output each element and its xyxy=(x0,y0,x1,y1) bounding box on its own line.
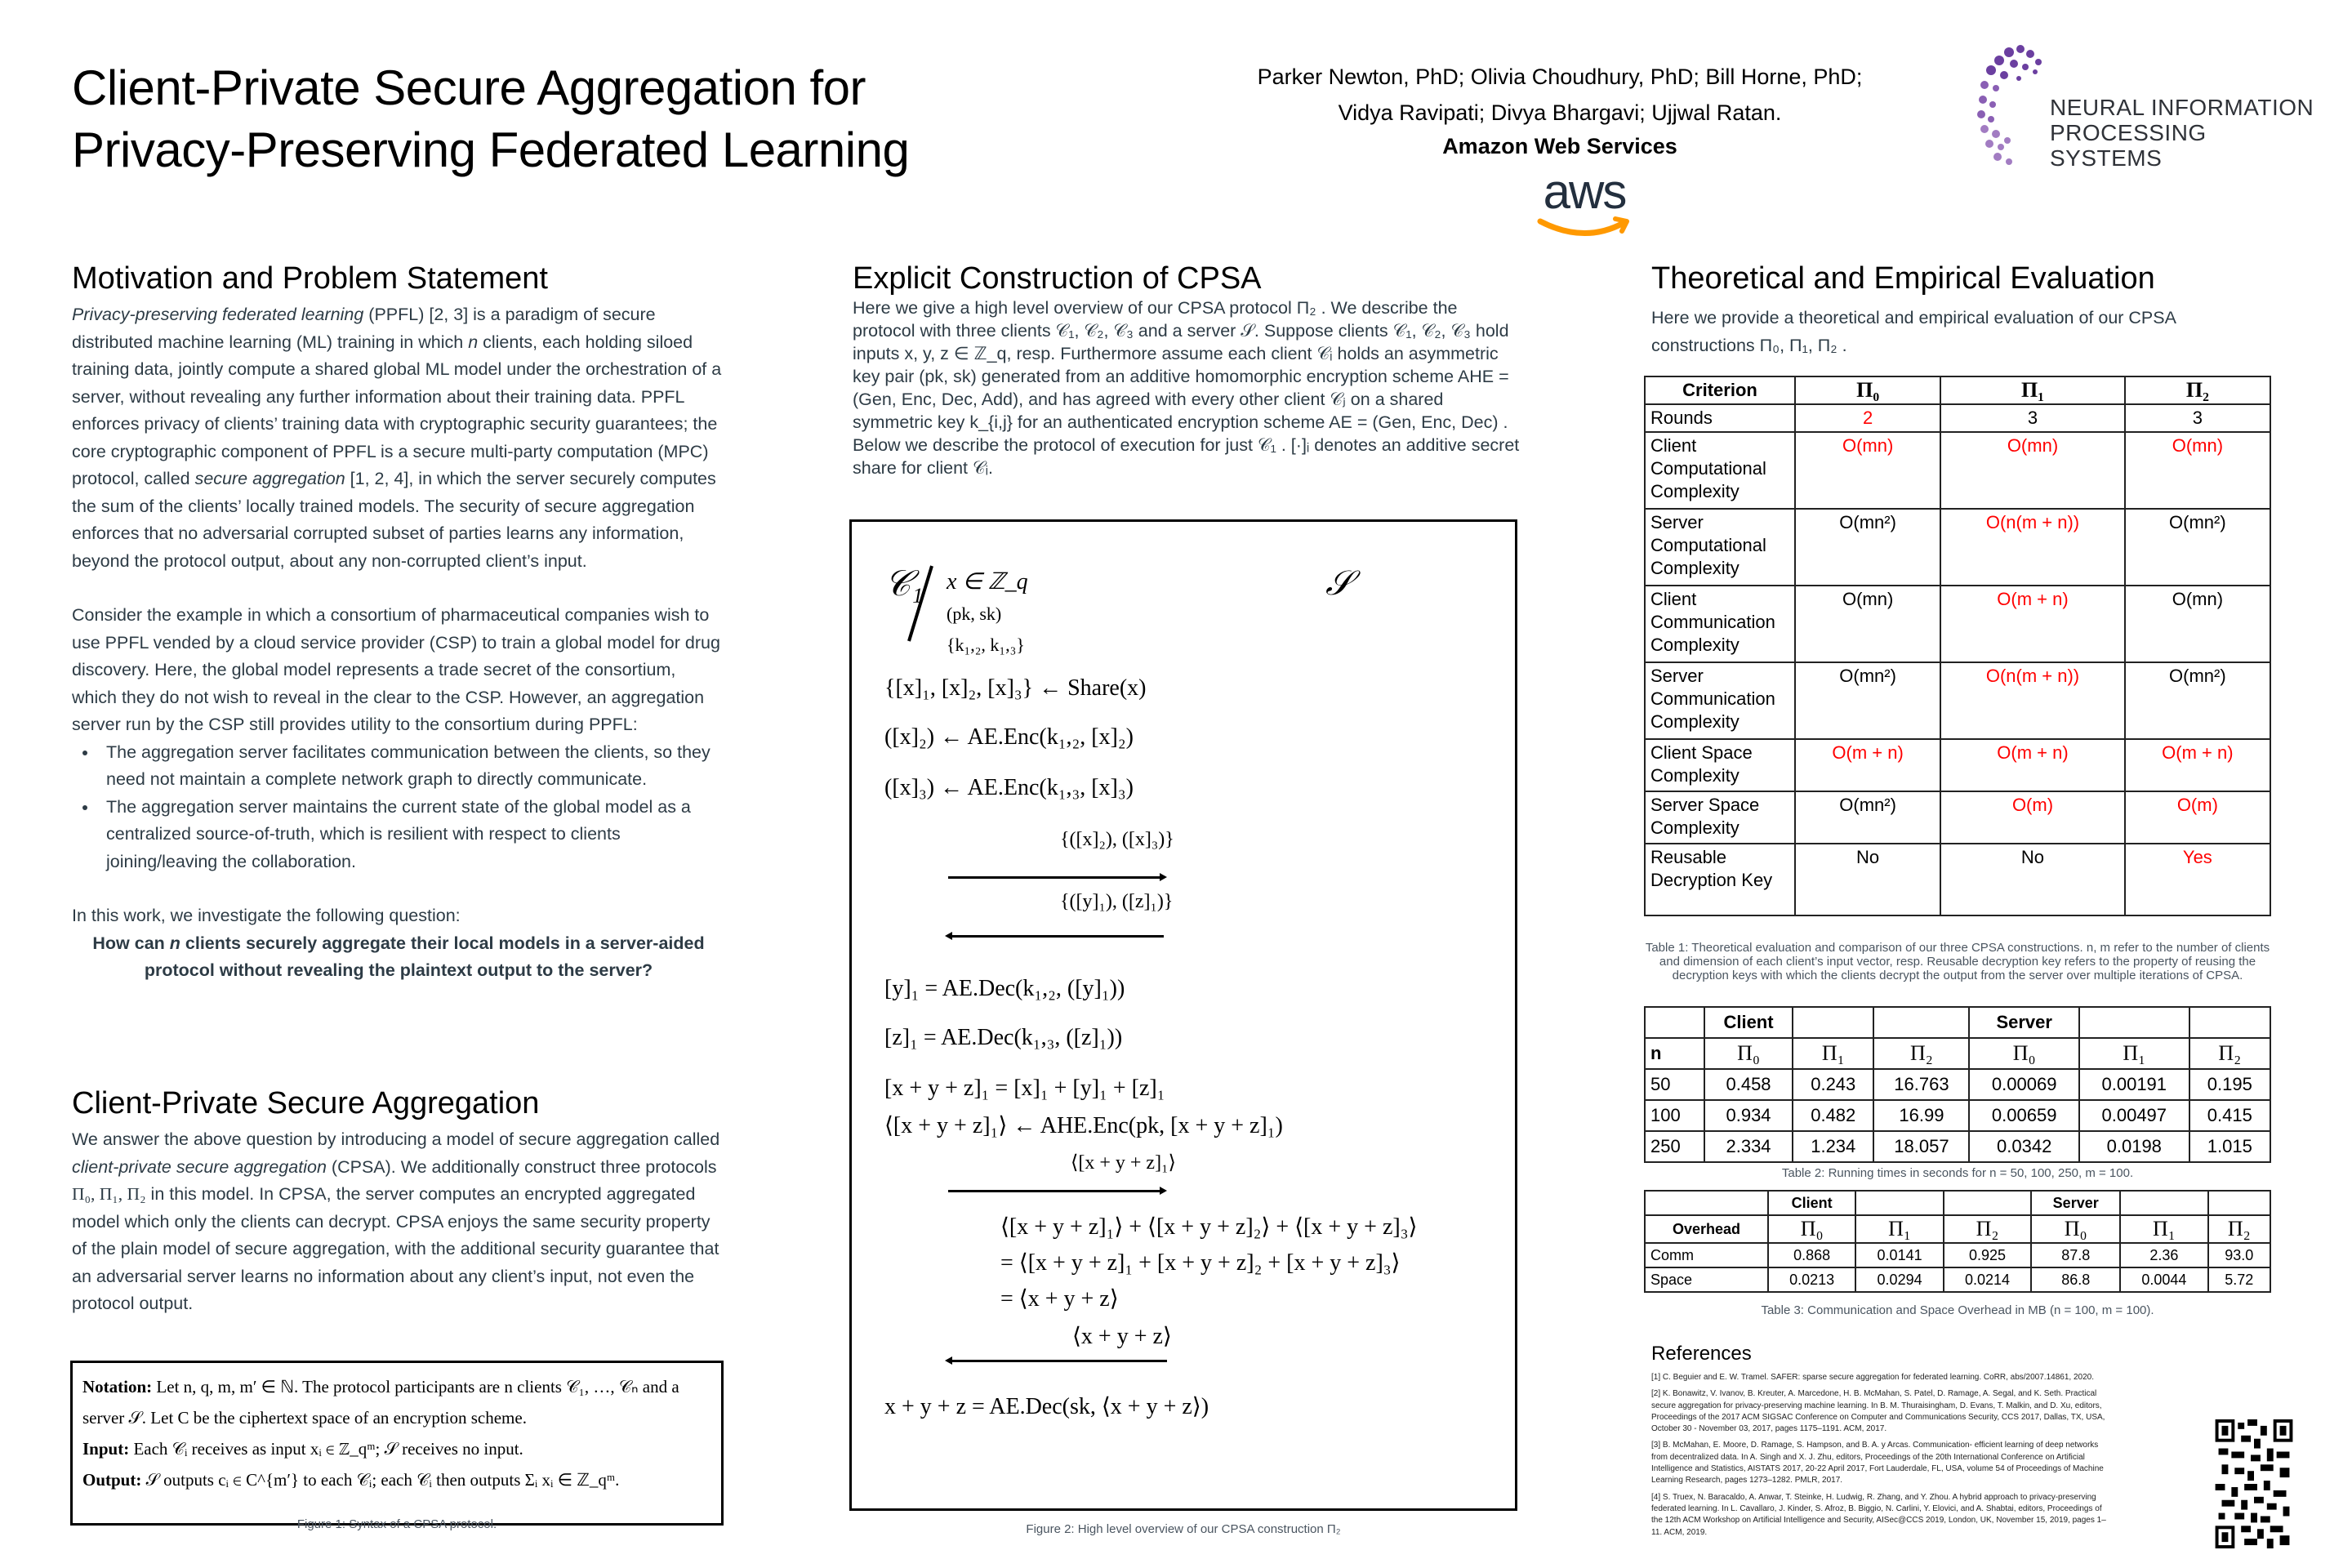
references-heading-wrap xyxy=(1651,1343,1752,1365)
cell xyxy=(2079,1007,2189,1038)
header-pi: Π₁ xyxy=(2079,1038,2189,1069)
label: Notation: xyxy=(82,1377,153,1396)
section-heading-motivation: Motivation and Problem Statement xyxy=(72,261,548,296)
protocol-step: ⟨[x + y + z]₁⟩ ← AHE.Enc(pk, [x + y + z]₁) xyxy=(884,1113,1283,1138)
header-pi: Π₀ xyxy=(1969,1038,2079,1069)
cell: O(mn) xyxy=(1795,586,1940,662)
header-pi: Π₂ xyxy=(2208,1215,2270,1243)
table-row xyxy=(1645,791,2270,844)
cell: O(m + n) xyxy=(1795,739,1940,791)
table-1-theoretical xyxy=(1644,376,2271,916)
cell: 0.868 xyxy=(1768,1243,1855,1267)
cell: 0.0213 xyxy=(1768,1267,1855,1292)
motivation-paragraph-2: Consider the example in which a consortium of pharmaceutical companies wish to use PPFL vended by a cloud service provider (CSP) to train a global model for drug discovery. Here, the global model represents a trade secret of the consortium, which they do not wish to reveal in the clear to the CSP. However, an aggregation server run by the CSP still provides utility to the consortium during PPFL: xyxy=(72,605,720,734)
output-row xyxy=(82,1464,711,1495)
cell: O(mn²) xyxy=(1795,509,1940,586)
text: How can xyxy=(92,933,170,953)
arrow-left-icon xyxy=(948,1360,1167,1362)
cell: 0.415 xyxy=(2189,1100,2270,1131)
protocol-step: [z]₁ = AE.Dec(k₁,₃, ([z]₁)) xyxy=(884,1025,1123,1050)
authors xyxy=(1225,59,1895,131)
figure-2-protocol-box xyxy=(849,519,1517,1511)
protocol-step: x + y + z = AE.Dec(sk, ⟨x + y + z⟩) xyxy=(884,1394,1209,1419)
protocol-step: [y]₁ = AE.Dec(k₁,₂, ([y]₁)) xyxy=(884,976,1125,1001)
neurips-line-2: PROCESSING SYSTEMS xyxy=(2050,120,2207,171)
cell: 0.0044 xyxy=(2120,1267,2207,1292)
group-client: Client xyxy=(1704,1007,1793,1038)
reference-item: [2] K. Bonawitz, V. Ivanov, B. Kreuter, A. Marcedone, H. B. McMahan, S. Patel, D. Ramage, A. Segal, and K. Seth. Practical secure aggregation for privacy-preserving machine learning. In B. M. Thuraisingham, D. Evans, T. Malkin, and D. Xu, editors, Proceedings of the 2017 ACM SIGSAC Conference on Computer and Communications Security, CCS 2017, Dallas, TX, USA, October 30 - November 03, 2017, pages 1175–1191. ACM, 2017. xyxy=(1651,1389,2105,1434)
cell: 0.0342 xyxy=(1969,1131,2079,1162)
section-heading-references: References xyxy=(1651,1343,1752,1365)
cell: 0.482 xyxy=(1793,1100,1873,1131)
protocol-step: ([x]₂) ← AE.Enc(k₁,₂, [x]₂) xyxy=(884,724,1134,750)
cell: 0.458 xyxy=(1704,1069,1793,1100)
cell: O(mn²) xyxy=(2125,509,2270,586)
cell: 0.00069 xyxy=(1969,1069,2079,1100)
table-header-row xyxy=(1645,1038,2270,1069)
group-client: Client xyxy=(1768,1191,1855,1215)
header-pi0: Π₀ xyxy=(1795,376,1940,404)
cell: 1.234 xyxy=(1793,1131,1873,1162)
cell: 0.0198 xyxy=(2079,1131,2189,1162)
cell: 0.0294 xyxy=(1855,1267,1943,1292)
cell xyxy=(2208,1191,2270,1215)
header-overhead: Overhead xyxy=(1645,1215,1768,1243)
bullet-item: • The aggregation server maintains the current state of the global model as a centralized source-of-truth, which is resilient with respect to clients joining/leaving the collaboration. xyxy=(98,794,725,876)
reference-item: [3] B. McMahan, E. Moore, D. Ramage, S. Hampson, and B. A. y Arcas. Communication- efficient learning of deep networks from decentralized data. In A. Singh and X. J. Zhu, editors, Proceedings of the 20th International Conference on Artificial Intelligence and Statistics, AISTATS 2017, 20-22 April 2017, Fort Lauderdale, FL, USA, volume 54 of Proceedings of Machine Learning Research, pages 1273–1282. PMLR, 2017. xyxy=(1651,1441,2104,1486)
cell: O(mn) xyxy=(2125,586,2270,662)
table-header-row xyxy=(1645,376,2270,404)
cell: No xyxy=(1940,844,2125,915)
cell xyxy=(1645,1191,1768,1215)
qr-code-icon[interactable] xyxy=(2215,1419,2293,1548)
text: (CPSA). We additionally construct three protocols xyxy=(326,1156,717,1177)
header-criterion: Criterion xyxy=(1645,376,1795,404)
group-header-row xyxy=(1645,1007,2270,1038)
arrow-left-icon xyxy=(948,935,1164,938)
header-pi: Π₂ xyxy=(1944,1215,2031,1243)
row-label: Server Computational Complexity xyxy=(1645,509,1795,586)
header-pi: Π₂ xyxy=(2189,1038,2270,1069)
neurips-logo-text xyxy=(2050,95,2319,171)
cell: O(m) xyxy=(1940,791,2125,844)
cell: 0.00497 xyxy=(2079,1100,2189,1131)
table-header-row xyxy=(1645,1215,2270,1243)
server-aggregation-step: = ⟨x + y + z⟩ xyxy=(1000,1286,1119,1312)
cell: 0.00659 xyxy=(1969,1100,2079,1131)
cell: 93.0 xyxy=(2208,1243,2270,1267)
group-server: Server xyxy=(2031,1191,2120,1215)
protocol-step: [x + y + z]₁ = [x]₁ + [y]₁ + [z]₁ xyxy=(884,1076,1165,1101)
aws-smile-icon xyxy=(1535,216,1633,241)
construction-section xyxy=(853,261,1522,479)
cell: 0.243 xyxy=(1793,1069,1873,1100)
header-n: n xyxy=(1645,1038,1704,1069)
cell xyxy=(1873,1007,1969,1038)
table-2-caption: Table 2: Running times in seconds for n = 50, 100, 250, m = 100. xyxy=(1781,1166,2134,1180)
group-server: Server xyxy=(1969,1007,2079,1038)
text: We answer the above question by introducing a model of secure aggregation called xyxy=(72,1129,720,1149)
notation-row xyxy=(82,1371,711,1433)
cell: 87.8 xyxy=(2031,1243,2120,1267)
title-line-2: Privacy-Preserving Federated Learning xyxy=(72,122,910,177)
cell: 16.99 xyxy=(1873,1100,1969,1131)
cell: O(m + n) xyxy=(1940,586,2125,662)
secure-aggregation-term: secure aggregation xyxy=(194,469,345,488)
header-pi2: Π₂ xyxy=(2125,376,2270,404)
table-row xyxy=(1645,432,2270,509)
row-label: Server Communication Complexity xyxy=(1645,662,1795,739)
neurips-logo xyxy=(1976,41,2319,172)
cell: O(n(m + n)) xyxy=(1940,662,2125,739)
message-to-client: ⟨x + y + z⟩ xyxy=(1072,1324,1172,1349)
ppfl-term: Privacy-preserving federated learning xyxy=(72,305,364,324)
title-line-1: Client-Private Secure Aggregation for xyxy=(72,60,866,115)
header-pi: Π₀ xyxy=(1768,1215,1855,1243)
cell: O(m + n) xyxy=(1940,739,2125,791)
cell: 2.36 xyxy=(2120,1243,2207,1267)
header-pi: Π₀ xyxy=(2031,1215,2120,1243)
construction-paragraph: Here we give a high level overview of our CPSA protocol Π₂ . We describe the protocol with three clients 𝒞₁, 𝒞₂, 𝒞₃ and a server 𝒮. Suppose clients 𝒞₁, 𝒞₂, 𝒞₃ hold inputs x, y, z ∈ ℤ_q, resp. Furthermore assume each client 𝒞ᵢ holds an asymmetric key pair (pk, sk) generated from an additive homomorphic encryption scheme AHE = (Gen, Enc, Dec, Add), and has agreed with every other client 𝒞ⱼ on a shared symmetric key k_{i,j} for an authenticated encryption scheme AE = (Gen, Enc, Dec) . Below we describe the protocol of execution for just 𝒞₁ . [·]ᵢ denotes an additive secret share for client 𝒞ᵢ. xyxy=(853,298,1520,478)
row-label: Server Space Complexity xyxy=(1645,791,1795,844)
cell: 86.8 xyxy=(2031,1267,2120,1292)
cell: O(m + n) xyxy=(2125,739,2270,791)
bullet-item: • The aggregation server facilitates communication between the clients, so they need not maintain a complete network graph to directly communicate. xyxy=(98,739,725,794)
table-row xyxy=(1645,509,2270,586)
cell: 0.0141 xyxy=(1855,1243,1943,1267)
reference-item: [1] C. Beguier and E. W. Tramel. SAFER: sparse secure aggregation for federated learning. CoRR, abs/2007.14861, 2020. xyxy=(1651,1373,2094,1382)
client-state-symkeys: {k₁,₂, k₁,₃} xyxy=(947,635,1025,655)
aws-logo-text: aws xyxy=(1543,164,1626,219)
table-row xyxy=(1645,1100,2270,1131)
client-state-input: x ∈ ℤ_q xyxy=(947,569,1028,595)
table-row xyxy=(1645,739,2270,791)
cell: O(n(m + n)) xyxy=(1940,509,2125,586)
cell: O(mn²) xyxy=(1795,791,1940,844)
motivation-paragraph-3: In this work, we investigate the following question: xyxy=(72,906,461,925)
header-pi: Π₂ xyxy=(1873,1038,1969,1069)
table-row xyxy=(1645,662,2270,739)
cell: O(mn²) xyxy=(1795,662,1940,739)
cell: 3 xyxy=(2125,404,2270,432)
cell: Comm xyxy=(1645,1243,1768,1267)
row-label: Client Communication Complexity xyxy=(1645,586,1795,662)
poster-title xyxy=(72,57,909,181)
aws-logo xyxy=(1535,164,1633,241)
cell: 100 xyxy=(1645,1100,1704,1131)
cpsa-paragraph xyxy=(72,1126,725,1318)
text: Let n, q, m, m′ ∈ ℕ. The protocol participants are n clients 𝒞₁, …, 𝒞ₙ and a server 𝒮. Let C be the ciphertext space of an encryption scheme. xyxy=(82,1377,679,1428)
cell xyxy=(2120,1191,2207,1215)
section-heading-cpsa: Client-Private Secure Aggregation xyxy=(72,1086,540,1120)
table-row xyxy=(1645,844,2270,915)
table-row xyxy=(1645,1069,2270,1100)
text: (PPFL) [2, 3] is a paradigm of secure distributed machine learning (ML) training in which xyxy=(72,305,656,352)
cell: O(mn²) xyxy=(2125,662,2270,739)
row-label: Client Computational Complexity xyxy=(1645,432,1795,509)
reference-item: [4] S. Truex, N. Baracaldo, A. Anwar, T. Steinke, H. Ludwig, R. Zhang, and Y. Zhou. A hybrid approach to privacy-preserving federated learning. In L. Cavallaro, J. Kinder, S. Afroz, B. Biggio, N. Carlini, Y. Elovici, and A. Shabtai, editors, Proceedings of the 12th ACM Workshop on Artificial Intelligence and Security, AISec@CCS 2019, London, UK, November 15, 2019, pages 1–11. ACM, 2019. xyxy=(1651,1492,2106,1537)
divider-slash-icon xyxy=(904,563,937,644)
figure-1-notation-box xyxy=(70,1361,724,1526)
message-to-server: {([x]₂), ([x]₃)} xyxy=(1060,829,1174,850)
cell: 0.00191 xyxy=(2079,1069,2189,1100)
row-label: Rounds xyxy=(1645,404,1795,432)
evaluation-intro: Here we provide a theoretical and empirical evaluation of our CPSA constructions Π₀, Π₁, Π₂ . xyxy=(1651,308,2176,355)
text: clients, each holding siloed training data, jointly compute a shared global ML model under the orchestration of a server, without revealing any further information about their training data. PPFL enforces privacy of clients’ training data with cryptographic security guarantees; the core cryptographic component of PPFL is a secure multi-party computation (MPC) protocol, called xyxy=(72,332,722,488)
cell: O(mn) xyxy=(1795,432,1940,509)
cell: 3 xyxy=(1940,404,2125,432)
cell: 0.925 xyxy=(1944,1243,2031,1267)
cell: O(mn) xyxy=(2125,432,2270,509)
message-to-server: ⟨[x + y + z]₁⟩ xyxy=(1071,1152,1176,1174)
organization: Amazon Web Services xyxy=(1442,134,1677,158)
header-pi: Π₁ xyxy=(2120,1215,2207,1243)
cell xyxy=(1793,1007,1873,1038)
table-row xyxy=(1645,1243,2270,1267)
cell: Yes xyxy=(2125,844,2270,915)
header-pi: Π₀ xyxy=(1704,1038,1793,1069)
protocols-math: Π₀, Π₁, Π₂ xyxy=(72,1184,146,1204)
cpsa-section xyxy=(72,1086,725,1318)
cell: 2.334 xyxy=(1704,1131,1793,1162)
cell: Space xyxy=(1645,1267,1768,1292)
cell: 0.195 xyxy=(2189,1069,2270,1100)
cell: 16.763 xyxy=(1873,1069,1969,1100)
table-1-caption: Table 1: Theoretical evaluation and comparison of our three CPSA constructions. n, m refer to the number of clients and dimension of each client’s input vector, resp. Reusable decryption key refers to the property of reusing the decryption keys with which the clients decrypt the output from the server over multiple iterations of CPSA. xyxy=(1645,941,2270,982)
figure-1-caption: Figure 1: Syntax of a CPSA protocol. xyxy=(296,1517,497,1531)
cell: 1.015 xyxy=(2189,1131,2270,1162)
var-n: n xyxy=(468,332,479,352)
table-row xyxy=(1645,1267,2270,1292)
cell: O(m) xyxy=(2125,791,2270,844)
figure-2-caption: Figure 2: High level overview of our CPSA construction Π₂ xyxy=(1026,1522,1341,1536)
label: Input: xyxy=(82,1439,130,1459)
cell: O(mn) xyxy=(1940,432,2125,509)
arrow-right-icon xyxy=(948,876,1164,879)
cell: 5.72 xyxy=(2208,1267,2270,1292)
table-row xyxy=(1645,586,2270,662)
text: Each 𝒞ᵢ receives as input xᵢ ∈ ℤ_qᵐ; 𝒮 receives no input. xyxy=(129,1439,523,1459)
evaluation-section xyxy=(1651,261,2337,359)
protocol-step: ([x]₃) ← AE.Enc(k₁,₃, [x]₃) xyxy=(884,775,1134,800)
table-3-overhead xyxy=(1644,1190,2271,1293)
cell: 250 xyxy=(1645,1131,1704,1162)
server-aggregation-step: ⟨[x + y + z]₁⟩ + ⟨[x + y + z]₂⟩ + ⟨[x + y + z]₃⟩ xyxy=(1000,1214,1418,1240)
cell: 0.934 xyxy=(1704,1100,1793,1131)
cell: 0.0214 xyxy=(1944,1267,2031,1292)
text: 𝒮 outputs cᵢ ∈ C^{m′} to each 𝒞ᵢ; each 𝒞ᵢ then outputs Σᵢ xᵢ ∈ ℤ_qᵐ. xyxy=(141,1470,620,1490)
client-state-keypair: (pk, sk) xyxy=(947,604,1002,624)
authors-line-1: Parker Newton, PhD; Olivia Choudhury, PhD; Bill Horne, PhD; xyxy=(1257,65,1863,89)
utility-bullet-list xyxy=(72,739,725,876)
motivation-section xyxy=(72,261,725,985)
text: in this model. In CPSA, the server computes an encrypted aggregated model which only the clients can decrypt. CPSA enjoys the same security property of the plain model of secure aggregation, with the additional security guarantee that an adversarial server learns no information about any client’s input, not even the protocol output. xyxy=(72,1184,719,1313)
protocol-step: {[x]₁, [x]₂, [x]₃} ← Share(x) xyxy=(884,675,1147,701)
header-pi1: Π₁ xyxy=(1940,376,2125,404)
neurips-dots-icon xyxy=(1976,41,2058,172)
header-pi: Π₁ xyxy=(1793,1038,1873,1069)
table-3-caption: Table 3: Communication and Space Overhead in MB (n = 100, m = 100). xyxy=(1761,1303,2154,1317)
server-label: 𝒮 xyxy=(1325,565,1352,603)
cell xyxy=(1944,1191,2031,1215)
section-heading-evaluation: Theoretical and Empirical Evaluation xyxy=(1651,261,2155,296)
table-row xyxy=(1645,404,2270,432)
cell: No xyxy=(1795,844,1940,915)
client-label: 𝒞₁ xyxy=(884,564,924,604)
text: clients securely aggregate their local models in a server-aided protocol without revealing the plaintext output to the server? xyxy=(144,933,705,980)
row-label: Client Space Complexity xyxy=(1645,739,1795,791)
group-header-row xyxy=(1645,1191,2270,1215)
research-question xyxy=(72,930,725,985)
text: [1, 2, 4], in which the server securely computes the sum of the clients’ locally trained models. The security of secure aggregation enforces that no adversarial corrupted subset of parties learns any information, beyond the protocol output, about any non-corrupted client’s input. xyxy=(72,469,716,571)
cell xyxy=(1645,1007,1704,1038)
message-to-client: {([y]₁), ([z]₁)} xyxy=(1060,891,1174,912)
row-label: Reusable Decryption Key xyxy=(1645,844,1795,915)
neurips-line-1: NEURAL INFORMATION xyxy=(2050,95,2314,120)
authors-line-2: Vidya Ravipati; Divya Bhargavi; Ujjwal Ratan. xyxy=(1338,100,1782,125)
motivation-paragraph-1 xyxy=(72,301,725,575)
label: Output: xyxy=(82,1470,142,1490)
cpsa-term: client-private secure aggregation xyxy=(72,1156,327,1177)
cell xyxy=(1855,1191,1943,1215)
table-row xyxy=(1645,1131,2270,1162)
section-heading-construction: Explicit Construction of CPSA xyxy=(853,261,1262,296)
cell: 18.057 xyxy=(1873,1131,1969,1162)
server-aggregation-step: = ⟨[x + y + z]₁ + [x + y + z]₂ + [x + y + z]₃⟩ xyxy=(1000,1250,1401,1276)
cell: 2 xyxy=(1795,404,1940,432)
cell: 50 xyxy=(1645,1069,1704,1100)
header-pi: Π₁ xyxy=(1855,1215,1943,1243)
cell xyxy=(2189,1007,2270,1038)
arrow-right-icon xyxy=(948,1190,1164,1192)
var-n: n xyxy=(169,933,180,953)
references-list xyxy=(1651,1372,2109,1544)
input-row xyxy=(82,1433,711,1464)
table-2-running-times xyxy=(1644,1006,2271,1163)
